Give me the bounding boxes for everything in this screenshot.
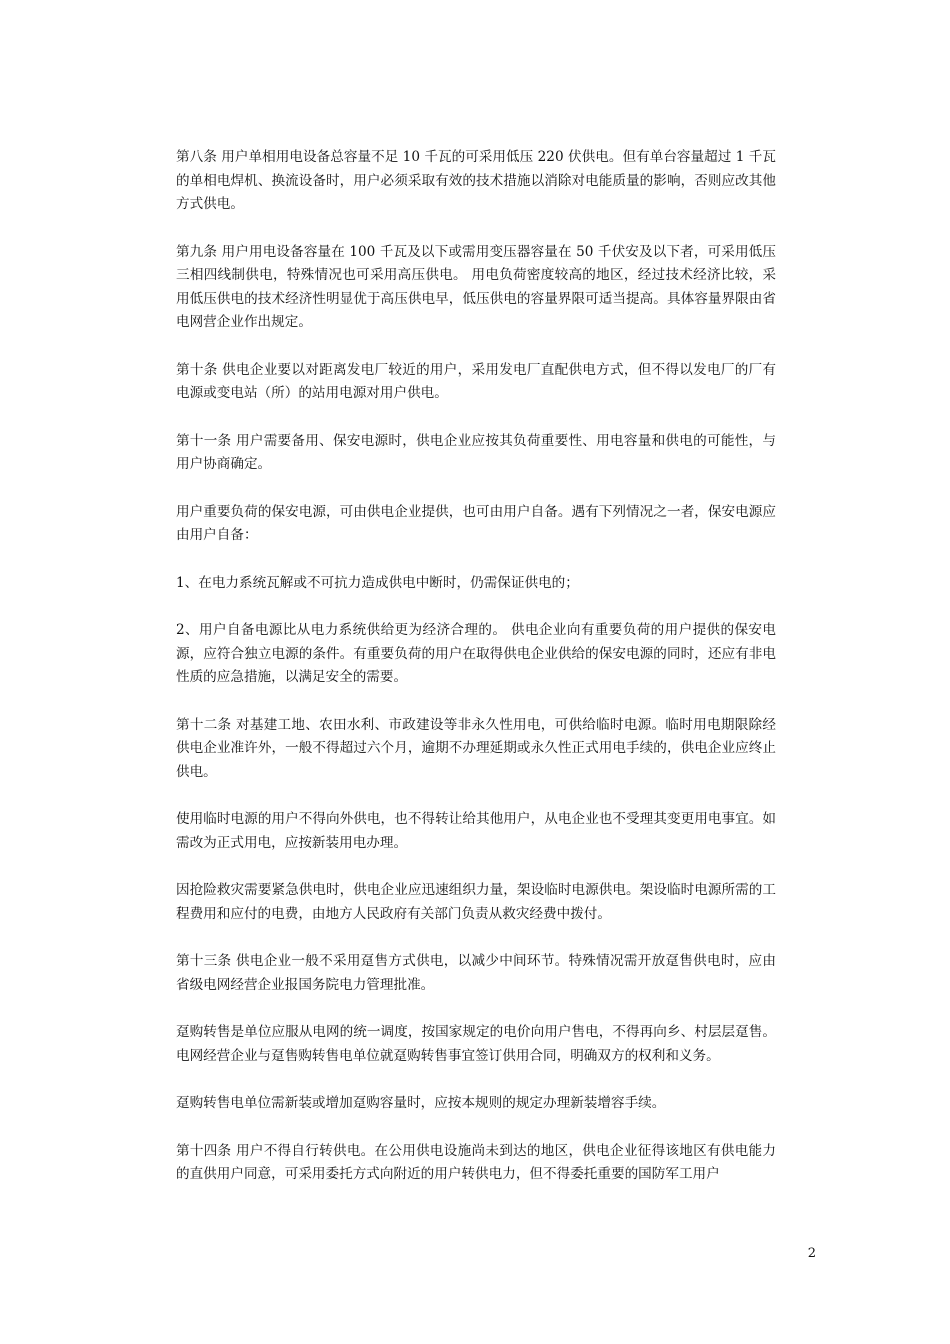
paragraph-article-13: 第十三条 供电企业一般不采用趸售方式供电，以减少中间环节。特殊情况需开放趸售供电时，应由省级电网经营企业报国务院电力管理批准。 bbox=[176, 953, 776, 993]
paragraph-article-8: 第八条 用户单相用电设备总容量不足 10 千瓦的可采用低压 220 伏供电。但有单台容量超过 1 千瓦的单相电焊机、换流设备时，用户必须采取有效的技术措施以消除对电能质量的影响，否则应改其他方式供电。 bbox=[176, 149, 776, 212]
paragraph-article-11: 第十一条 用户需要备用、保安电源时，供电企业应按其负荷重要性、用电容量和供电的可能性，与用户协商确定。 bbox=[176, 432, 776, 472]
paragraph-article-12: 第十二条 对基建工地、农田水利、市政建设等非永久性用电，可供给临时电源。临时用电期限除经供电企业准许外，一般不得超过六个月，逾期不办理延期或永久性正式用电手续的，供电企业应终止供电。 bbox=[176, 716, 776, 780]
paragraph-temporary-power-use: 使用临时电源的用户不得向外供电，也不得转让给其他用户，从电企业也不受理其变更用电事宜。如需改为正式用电，应按新装用电办理。 bbox=[176, 811, 776, 851]
paragraph-wholesale-resale: 趸购转售是单位应服从电网的统一调度，按国家规定的电价向用户售电，不得再向乡、村层层趸售。电网经营企业与趸售购转售电单位就趸购转售事宜签订供用合同，明确双方的权利和义务。 bbox=[176, 1024, 776, 1064]
paragraph-emergency-supply: 因抢险救灾需要紧急供电时，供电企业应迅速组织力量，架设临时电源供电。架设临时电源所需的工程费用和应付的电费，由地方人民政府有关部门负责从救灾经费中拨付。 bbox=[176, 882, 776, 922]
paragraph-article-9: 第九条 用户用电设备容量在 100 千瓦及以下或需用变压器容量在 50 千伏安及以下者，可采用低压三相四线制供电，特殊情况也可采用高压供电。 用电负荷密度较高的地区，经过技术经济比较，采用低压供电的技术经济性明显优于高压供电早，低压供电的容量界限可适当提高。具体容量界限由省电网营企业作出规定。 bbox=[176, 243, 776, 330]
page-number: 2 bbox=[807, 1246, 816, 1261]
paragraph-wholesale-capacity: 趸购转售电单位需新装或增加趸购容量时，应按本规则的规定办理新装增容手续。 bbox=[176, 1095, 666, 1111]
document-body bbox=[176, 146, 776, 1211]
paragraph-article-14: 第十四条 用户不得自行转供电。在公用供电设施尚未到达的地区，供电企业征得该地区有供电能力的直供用户同意，可采用委托方式向附近的用户转供电力，但不得委托重要的国防军工用户 bbox=[176, 1142, 776, 1182]
paragraph-condition-1: 1、在电力系统瓦解或不可抗力造成供电中断时，仍需保证供电的； bbox=[176, 574, 579, 591]
paragraph-article-10: 第十条 供电企业要以对距离发电厂较近的用户，采用发电厂直配供电方式，但不得以发电厂的厂有电源或变电站（所）的站用电源对用户供电。 bbox=[176, 361, 776, 401]
paragraph-condition-2: 2、用户自备电源比从电力系统供给更为经济合理的。 供电企业向有重要负荷的用户提供的保安电源，应符合独立电源的条件。有重要负荷的用户在取得供电企业供给的保安电源的同时，还应有非电性质的应急措施，以满足安全的需要。 bbox=[176, 622, 776, 685]
paragraph-backup-power: 用户重要负荷的保安电源，可由供电企业提供，也可由用户自备。遇有下列情况之一者，保安电源应由用户自备： bbox=[176, 503, 776, 543]
